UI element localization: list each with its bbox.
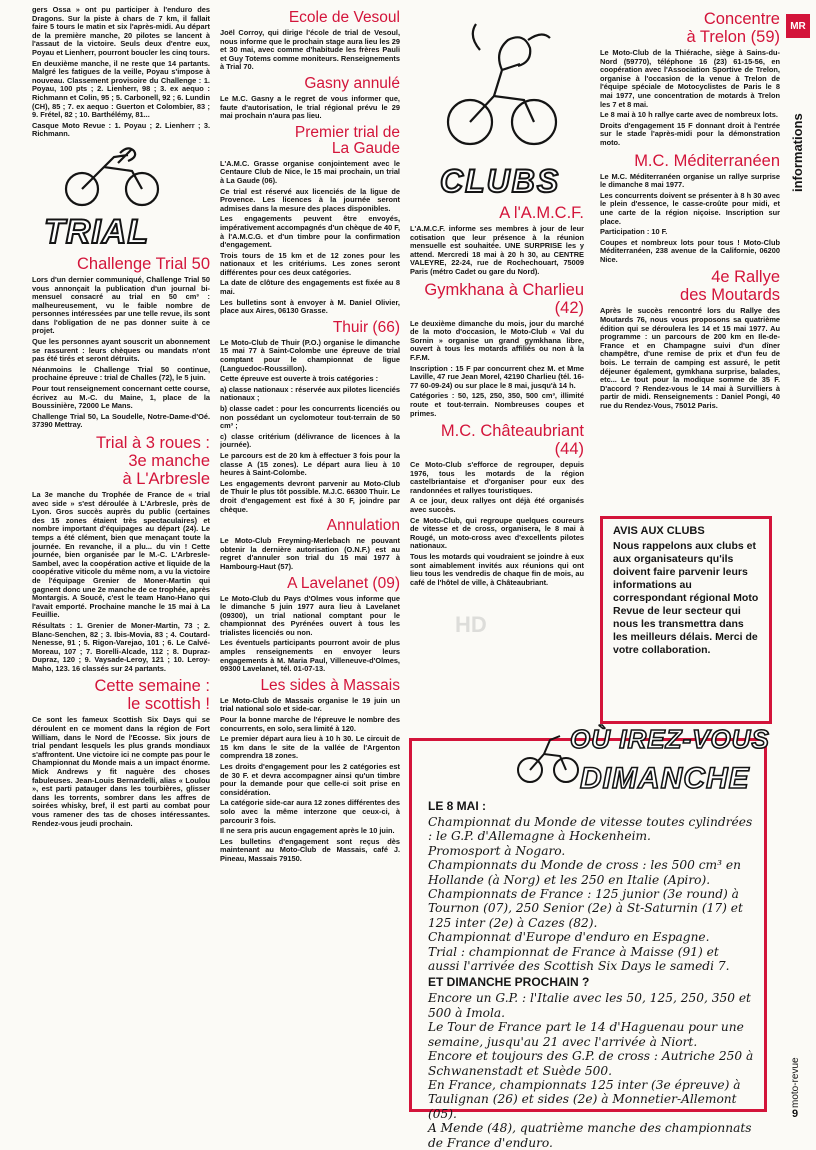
moutards-article	[600, 268, 780, 410]
paragraph: Après le succès rencontré lors du Rallye des Moutards 76, nous vous proposons sa quatrième édition qui se déroulera les 14 et 15 mai 1977. Au programme : un parcours de 200 km en Ile-de-France et en Champagne suivi d'un dîner champêtre, d'une remise de prix et d'un feu de bois. Le terrain de camping est assuré, le petit déjeuner également, gymkhana surprise, balades, etc... Le tout pour la modique somme de 35 F. D'accord ? Rendez-vous le 14 mai à Survilliers à partir de midi. Renseignements : Daniel Pongi, 40 rue du Rendez-Vous, 75012 Paris.	[600, 306, 780, 410]
dimanche-content	[428, 797, 754, 1150]
amcf-article	[410, 204, 584, 277]
paragraph: Le M.C. Gasny a le regret de vous informer que, faute d'autorisation, le trial régional prévu le 29 mai prochain n'aura pas lieu.	[220, 93, 400, 121]
paragraph: Cette épreuve est ouverte à trois catégories :	[220, 374, 379, 384]
paragraph: Le Moto-Club de Massais organise le 19 juin un trial national solo et side-car.	[220, 695, 400, 714]
paragraph: Inscription : 15 F par concurrent chez M. et Mme Laville, 47 rue Jean Morel, 42190 Charlieu (tél. 16-77 60-09-24) ou sur place le 8 mai, jusqu'à 14 h.	[410, 363, 584, 390]
challenge-trial-article	[32, 255, 210, 430]
article-title: Challenge Trial 50	[77, 254, 210, 273]
paragraph: Ce sont les fameux Scottish Six Days qui se déroulent en ce moment dans la région de Fort William, dans le Nord de l'Ecosse. Six jours de trial pendant lesquels les plus grands mondiaux s'affrontent. Une victoire ici ne compte pas pour le Championnat du Monde mais a un impact énorme. Mick Andrews y fit naguère des choses fabuleuses. Jean-Louis Bernardelli, alias « Loulou », est parti patauger dans les tourbières, glisser dans les torrents, sombrer dans les affres de soirées whisky, bref, il est parti au combat pour vous ramener des tas de choses intéressantes. Rendez-vous jeudi prochain.	[32, 715, 210, 828]
article-title: Ecole de Vesoul	[288, 9, 400, 26]
watermark: HD	[455, 612, 487, 637]
clubs-biker-illustration	[410, 10, 584, 200]
scottish-article	[32, 677, 210, 828]
paragraph: gers Ossa » ont pu participer à l'enduro des Dragons. Sur la piste à chars de 7 km, il fallait faire 5 tours le matin et six l'après-midi. Au départ de la première manche, 20 pilotes se lancent à l'assaut de la victoire. Seuls deux d'entre eux, Poyau et Lienherr, pourront boucler les cinq tours.	[32, 6, 210, 57]
magazine-name: moto-revue	[790, 1057, 801, 1108]
dimanche-item: Championnats de France : 125 junior (3e round) à Tournon (07), 250 Senior (2e) à St-Saturnin (17) et 125 inter (2e) à Cazes (82).	[428, 887, 743, 930]
article-title: Gymkhana à Charlieu (42)	[424, 280, 584, 317]
paragraph: Pour tout renseignement concernant cette course, écrivez au M.-C. du Maine, 1, place de la Boussinière, 72000 Le Mans.	[32, 384, 210, 411]
gasny-article	[220, 76, 400, 121]
article-title: Les sides à Massais	[260, 676, 400, 694]
paragraph: Participation : 10 F.	[600, 227, 668, 237]
paragraph: La date de clôture des engagements est fixée au 8 mai.	[220, 278, 400, 297]
charlieu-article	[410, 281, 584, 419]
lavelanet-article	[220, 576, 400, 674]
dimanche-item: Championnat d'Europe d'enduro en Espagne.	[428, 930, 710, 945]
article-title: A l'A.M.C.F.	[499, 204, 584, 222]
paragraph: Challenge Trial 50, La Soudelle, Notre-Dame-d'Oé. 37390 Mettray.	[32, 411, 210, 430]
vesoul-article	[220, 10, 400, 72]
paragraph: Ce Moto-Club s'efforce de regrouper, depuis 1976, tous les motards de la région castelbriantaise et d'organiser pour eux des randonnées et rallyes touristiques.	[410, 460, 584, 495]
column-2	[220, 6, 400, 1124]
avis-heading: AVIS AUX CLUBS	[613, 525, 705, 537]
ou-irez-vous-line2: DIMANCHE	[580, 762, 750, 795]
dimanche-item: Encore un G.P. : l'Italie avec les 50, 125, 250, 350 et 500 à Imola.	[428, 991, 751, 1020]
paragraph: La catégorie side-car aura 12 zones différentes des solo avec la même interzone que ceux-ci, à parcourir 3 fois.	[220, 798, 400, 825]
paragraph: a) classe nationaux : réservée aux pilotes licenciés nationaux ;	[220, 384, 400, 403]
paragraph: Coupes et nombreux lots pour tous ! Moto-Club Méditerranéen, 238 avenue de la Californie, 06200 Nice.	[600, 237, 780, 264]
article-title: Gasny annulé	[304, 74, 400, 92]
avis-body: Nous rappelons aux clubs et aux organisateurs qu'ils doivent faire parvenir leurs informations au correspondant régional Moto Revue de leur secteur qui nous les transmettra dans les meilleurs délais. Merci de votre collaboration.	[613, 540, 759, 656]
paragraph: Tous les motards qui voudraient se joindre à eux sont aimablement invités aux réunions qui ont lieu tous les vendredis de chaque fin de mois, au café de l'hôtel de ville, à Châteaubriant.	[410, 552, 584, 587]
chateaubriant-article	[410, 422, 584, 587]
paragraph: Lors d'un dernier communiqué, Challenge Trial 50 vous annonçait la publication d'un journal bi-mensuel consacré au trial en 50 cm³ : malheureusement, vu le faible nombre de personnes intéressées par une telle revue, ils sont dans l'obligation de ne pas donner suite à ce projet.	[32, 274, 210, 336]
paragraph: Les bulletins sont à envoyer à M. Daniel Olivier, place aux Aires, 06130 Grasse.	[220, 297, 400, 316]
paragraph: L'A.M.C. Grasse organise conjointement avec le Centaure Club de Nice, le 15 mai prochain, un trial à La Gaude (06).	[220, 158, 400, 185]
paragraph: Joël Corroy, qui dirige l'école de trial de Vesoul, nous informe que le prochain stage aura lieu les 29 et 30 mai, avec comme d'habitude les frères Pauli et Guy Totems comme moniteurs. Renseignements à Trial 70.	[220, 28, 400, 72]
trial-rider-illustration	[32, 143, 210, 251]
article-title: Thuir (66)	[332, 318, 400, 336]
paragraph: b) classe cadet : pour les concurrents licenciés ou non possédant un cyclomoteur tout-terrain de 50 cm³ ;	[220, 404, 400, 431]
page-number: 9	[792, 1108, 799, 1120]
paragraph: Les éventuels participants pourront avoir de plus amples renseignements en envoyer leurs engagements à M. Maria Paul, Villeneuve-d'Olmes, 09300 Lavelanet, tél. 01-07-13.	[220, 638, 400, 674]
paragraph: Les engagements devront parvenir au Moto-Club de Thuir le plus tôt possible. M.J.C. 66300 Thuir. Le droit d'engagement est fixé à 30 F, joindre par chèque.	[220, 478, 400, 514]
article-title: M.C. Châteaubriant (44)	[440, 422, 584, 459]
dimanche-item: Promosport à Nogaro.	[428, 843, 566, 858]
mediterraneen-article	[600, 152, 780, 265]
article-title: Concentre à Trelon (59)	[686, 10, 780, 46]
paragraph: Que les personnes ayant souscrit un abonnement se rassurent : leurs chèques ou mandats n'ont pas été tirés et seront détruits.	[32, 337, 210, 364]
mr-logo: MR	[786, 14, 810, 38]
massais-article	[220, 678, 400, 864]
paragraph: Le premier départ aura lieu à 10 h 30. Le circuit de 15 km dans le site de la vallée de l'Argenton comprendra 18 zones.	[220, 734, 400, 761]
dimanche-item: A Mende (48), quatrième manche des championnats de France d'enduro.	[428, 1121, 752, 1150]
paragraph: La 3e manche du Trophée de France de « trial avec side » s'est déroulée à L'Arbresle, près de Lyon. Gros succès auprès du public (certaines des 15 zones étaient très spectaculaires) et nombre important d'équipages au départ (24). Le temps a été clément, bien que menaçant toute la journée. En revanche, il a plu... du vin ! Cette journée, bien organisée par le M.-C. L'Arbresle-Sambel, avec la coopération active et liquide de la coopérative viticole du même nom, a vu la victoire de l'équipage Grenier de Moner-Martin qui gagnent donc une 2e manche de ce trophée, après Montargis. A Soucé, c'est le team Hano-Hano qui l'avait emporté. Prochaine manche le 15 mai à La Feuillie.	[32, 490, 210, 620]
avis-aux-clubs-box	[600, 516, 772, 724]
dimanche-item: Trial : championnat de France à Maisse (91) et aussi l'arrivée des Scottish Six Days le samedi 7.	[428, 944, 730, 974]
clubs-logo: CLUBS	[440, 163, 561, 199]
paragraph: Le Moto-Club de la Thiérache, siège à Sains-du-Nord (59770), téléphone 16 (23) 61-15-56, en coopération avec l'Association Sportive de Trelon, organise à l'occasion de la venue à Trelon de l'équipe spéciale de Motocyclistes de Paris le 8 mai 1977, une concentration de motards à Trelon les 7 et 8 mai.	[600, 48, 780, 109]
ou-irez-vous-logo	[500, 718, 770, 798]
column-3	[410, 6, 584, 706]
ou-irez-vous-line1: OÙ IREZ-VOUS	[570, 724, 770, 754]
paragraph: Le deuxième dimanche du mois, jour du marché de la moto d'occasion, le Moto-Club « Val du Sornin » organise un grand gymkhana libre, ouvert à tous les motards affiliés ou non à la F.F.M.	[410, 318, 584, 362]
paragraph: Les engagements peuvent être envoyés, impérativement accompagnés d'un chèque de 40 F, à l'A.M.C.G. et d'un timbre pour la confirmation d'engagement.	[220, 214, 400, 250]
trelon-article	[600, 10, 780, 148]
dimanche-item: Championnat du Monde de vitesse toutes cylindrées : le G.P. d'Allemagne à Hockenheim.	[428, 815, 753, 844]
dimanche-item: Le Tour de France part le 14 d'Haguenau pour une semaine, jusqu'au 21 avec l'arrivée à Niort.	[428, 1020, 744, 1049]
section-label-text: informations	[790, 113, 805, 192]
paragraph: Le Moto-Club Freyming-Merlebach ne pouvant obtenir la dernière autorisation (O.N.F.) est au regret d'annuler son trial du 15 mai 1977 à Hambourg-Haut (57).	[220, 536, 400, 571]
paragraph: Le Moto-Club du Pays d'Olmes vous informe que le dimanche 5 juin 1977 aura lieu à Lavelanet (09300), un trial national comptant pour le championnat des Pyrénées ouvert à tous les trialistes licenciés ou non.	[220, 593, 400, 637]
dimanche-item: Championnats du Monde de cross : les 500 cm³ en Hollande (à Norg) et les 250 en Italie (Apiro).	[428, 858, 741, 887]
annulation-article	[220, 518, 400, 571]
article-title: Trial à 3 roues : 3e manche à L'Arbresle	[95, 434, 210, 488]
arbresle-article	[32, 434, 210, 673]
thuir-article	[220, 320, 400, 514]
article-title: Premier trial de La Gaude	[294, 123, 400, 157]
column-4	[600, 6, 780, 506]
paragraph: Le parcours est de 20 km à effectuer 3 fois pour la classe A (15 zones). Le départ aura lieu à 10 heures à Saint-Colombe.	[220, 450, 400, 478]
article-title: Cette semaine : le scottish !	[94, 677, 210, 714]
la-gaude-article	[220, 125, 400, 316]
trial-logo: TRIAL	[44, 212, 150, 251]
paragraph: A ce jour, deux rallyes ont déjà été organisés avec succès.	[410, 496, 584, 515]
paragraph: Ce Moto-Club, qui regroupe quelques coureurs de vitesse et de cross, organisera, le 8 mai à Rougé, un moto-cross avec d'excellents pilotes nationaux.	[410, 515, 584, 551]
section-label	[786, 10, 812, 200]
paragraph: c) classe critérium (délivrance de licences à la journée).	[220, 431, 400, 450]
paragraph: L'A.M.C.F. informe ses membres à jour de leur cotisation que leur présence à la réunion mensuelle est souhaitée. UNE SURPRISE les y attend. Mercredi 18 mai à 20 h 30, au CENTRE VALEYRE, 22-24, rue de Rochechouart, 75009 Paris (métro Cadet ou gare du Nord).	[410, 224, 584, 276]
article-title: 4e Rallye des Moutards	[680, 268, 780, 305]
paragraph: Le Moto-Club de Thuir (P.O.) organise le dimanche 15 mai 77 à Saint-Colombe une épreuve de trial comptant pour le championnat de ligue (Languedoc-Roussillon).	[220, 337, 400, 373]
paragraph: Les bulletins d'engagement sont reçus dès maintenant au Moto-Club de Massais, café J. Pineau, Massais 79150.	[220, 836, 400, 863]
paragraph: Trois tours de 15 km et de 12 zones pour les nationaux et les critériums. Les zones seront différentes pour ces deux catégories.	[220, 250, 400, 277]
paragraph: Résultats : 1. Grenier de Moner-Martin, 73 ; 2. Blanc-Senchen, 82 ; 3. Ibis-Movia, 83 ; 4. Coutard-Nenesse, 91 ; 5. Rigon-Varejao, 101 ; 6. Le Calvé-Moreau, 107 ; 7. Borelli-Alcade, 112 ; 8. Dupraz-Dupraz, 120 ; 9. Vaysade-Leroy, 121 ; 10. Leroy-Maho, 123. 16 classés sur 24 partants.	[32, 620, 210, 673]
dimanche-date: LE 8 MAI :	[428, 799, 487, 813]
dimanche-item: En France, championnats 125 inter (3e épreuve) à Taulignan (26) et sides (2e) à Monnetier-Allemont (05).	[428, 1077, 741, 1121]
paragraph: Les concurrents doivent se présenter à 8 h 30 avec le plein d'essence, le casse-croûte pour midi, et une carte de la région niçoise. Inscription sur place.	[600, 190, 780, 226]
dimanche-item: Encore et toujours des G.P. de cross : Autriche 250 à Schwanenstadt et Suède 500.	[428, 1049, 754, 1078]
paragraph: En deuxième manche, il ne reste que 14 partants. Malgré les fatigues de la veille, Poyau s'impose à nouveau. Classement provisoire du Challenge : 1. Poyau, 100 pts ; 2. Lienherr, 98 ; 3. ex aequo : Richmann et Colin, 95 ; 5. Carbonell, 92 ; 6. Lundin (CH), 85 ; 7. ex aequo : Guerton et Colombier, 83 ; 9. Frétel, 82 ; 10. Barthélémy, 81...	[32, 58, 210, 120]
paragraph: Ce trial est réservé aux licenciés de la ligue de Provence. Les licences à la journée seront admises dans la mesure des places disponibles.	[220, 186, 400, 213]
paragraph: Le M.C. Méditerranéen organise un rallye surprise le dimanche 8 mai 1977.	[600, 171, 780, 190]
paragraph: Catégories : 50, 125, 250, 350, 500 cm³, illimité route et tout-terrain. Nombreuses coupes et primes.	[410, 391, 584, 418]
article-title: A Lavelanet (09)	[287, 574, 400, 592]
paragraph: Le 8 mai à 10 h rallye carte avec de nombreux lots.	[600, 110, 778, 120]
article-title: M.C. Méditerranéen	[634, 151, 780, 170]
dimanche-date: ET DIMANCHE PROCHAIN ?	[428, 975, 590, 990]
paragraph: Les droits d'engagement pour les 2 catégories est de 30 F. et devra accompagner ainsi qu'un timbre pour la demande pour que celle-ci soit prise en considération.	[220, 762, 400, 797]
enduro-continued	[32, 6, 210, 139]
page-folio	[788, 1000, 810, 1120]
paragraph: Il ne sera pris aucun engagement après le 10 juin.	[220, 826, 395, 836]
article-title: Annulation	[326, 517, 400, 535]
column-1	[32, 6, 210, 1124]
paragraph: Néanmoins le Challenge Trial 50 continue, prochaine épreuve : trial de Challes (72), le 5 juin.	[32, 364, 210, 383]
paragraph: Casque Moto Revue : 1. Poyau ; 2. Lienherr ; 3. Richmann.	[32, 120, 210, 139]
paragraph: Pour la bonne marche de l'épreuve le nombre des concurrents, en solo, sera limité à 120.	[220, 715, 400, 733]
paragraph: Droits d'engagement 15 F donnant droit à l'entrée sur le stade l'après-midi pour la démonstration moto.	[600, 120, 780, 147]
